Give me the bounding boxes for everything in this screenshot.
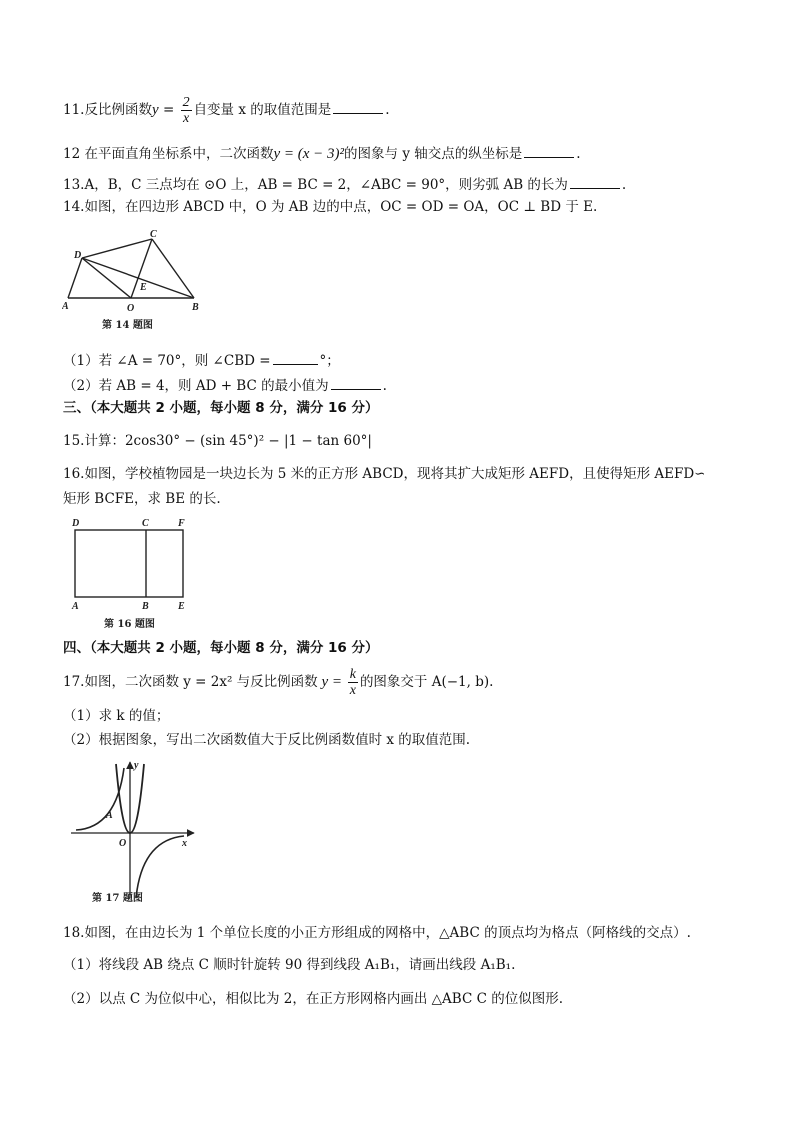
figure-17 — [66, 758, 206, 908]
label-o: O — [119, 838, 127, 849]
question-11 — [63, 95, 390, 126]
q11-eq: = — [158, 102, 179, 118]
label-o: O — [127, 303, 135, 314]
label-a: A — [72, 601, 79, 612]
question-16-line2: 矩形 BCFE，求 BE 的长. — [63, 491, 221, 507]
segment-ad — [68, 258, 82, 298]
q17-fraction — [348, 667, 358, 698]
segment-cb — [152, 239, 194, 298]
q12-prefix: 12 在平面直角坐标系中，二次函数 — [63, 146, 274, 162]
question-16-line1: 16.如图，学校植物园是一块边长为 5 米的正方形 ABCD，现将其扩大成矩形 AEFD，且使得矩形 AEFD∽ — [63, 466, 706, 482]
q17-prefix: 17.如图，二次函数 y = 2x² 与反比例函数 — [63, 674, 318, 690]
q17-den: x — [349, 683, 356, 698]
q17-sub2: （2）根据图象，写出二次函数值大于反比例函数值时 x 的取值范围. — [63, 732, 471, 748]
question-17: 17.如图，二次函数 y = 2x² 与反比例函数 y = $\frac{k}{x}$ 的图象交于 A(−1, b). — [63, 667, 494, 698]
q11-prefix: 11.反比例函数 — [63, 102, 152, 118]
q13-end: . — [621, 177, 627, 193]
figure-14-caption: 第 14 题图 — [102, 320, 153, 331]
label-d: D — [72, 518, 80, 529]
q17-num: k — [349, 667, 356, 682]
label-f: F — [178, 518, 185, 529]
answer-blank[interactable] — [273, 350, 318, 365]
answer-blank[interactable] — [524, 143, 574, 158]
q12-formula: y = (x − 3)² — [273, 146, 345, 162]
question-14 — [63, 198, 597, 216]
answer-blank[interactable] — [331, 375, 381, 390]
q14-text: 14.如图，在四边形 ABCD 中，O 为 AB 边的中点，OC = OD = OA，OC ⊥ BD 于 E. — [63, 199, 598, 215]
label-a: A — [106, 810, 113, 821]
q11-num: 2 — [182, 95, 190, 110]
figure-16 — [66, 514, 196, 636]
q18-sub1: （1）将线段 AB 绕点 C 顺时针旋转 90 得到线段 A₁B₁，请画出线段 A₁B₁. — [63, 957, 516, 973]
label-a: A — [62, 301, 69, 312]
label-b: B — [142, 601, 149, 612]
label-e: E — [178, 601, 185, 612]
label-y: y — [134, 760, 139, 771]
label-e: E — [140, 282, 147, 293]
segment-od — [82, 258, 131, 298]
q14-sub1-pre: （1）若 ∠A = 70°，则 ∠CBD = — [63, 353, 271, 369]
q17-suffix: 的图象交于 A(−1, b). — [359, 674, 494, 690]
figure-17-caption: 第 17 题图 — [92, 893, 143, 904]
q13-text: 13.A，B，C 三点均在 ⊙O 上，AB = BC = 2，∠ABC = 90°，则劣弧 AB 的长为 — [63, 177, 568, 193]
section-3-title: 三、（本大题共 2 小题，每小题 8 分，满分 16 分） — [63, 400, 379, 416]
segment-dc — [82, 239, 152, 258]
label-b: B — [192, 302, 199, 313]
q14-sub2-post: . — [382, 378, 387, 394]
q11-end: . — [385, 102, 390, 118]
q11-y: y — [151, 102, 159, 118]
question-13 — [63, 174, 626, 194]
question-18: 18.如图，在由边长为 1 个单位长度的小正方形组成的网格中，△ABC 的顶点均为格点（阿格线的交点）. — [63, 925, 691, 941]
rectangle-aefd — [75, 530, 183, 597]
question-12 — [63, 143, 581, 163]
label-c: C — [142, 518, 149, 529]
label-c: C — [150, 229, 157, 240]
q18-sub2: （2）以点 C 为位似中心，相似比为 2，在正方形网格内画出 △ABC C 的位似图形. — [63, 991, 564, 1007]
q11-den: x — [182, 111, 190, 126]
section-4-title: 四、（本大题共 2 小题，每小题 8 分，满分 16 分） — [63, 640, 379, 656]
q12-suffix: 的图象与 y 轴交点的纵坐标是 — [344, 146, 523, 162]
label-d: D — [74, 250, 82, 261]
answer-blank[interactable] — [333, 99, 383, 114]
figure-14 — [62, 228, 212, 338]
q11-fraction — [181, 95, 192, 126]
q14-sub1 — [63, 350, 340, 370]
hyperbola-lower-branch — [136, 836, 184, 898]
q12-end: . — [576, 146, 581, 162]
q17-sub1: （1）求 k 的值； — [63, 708, 170, 724]
q11-suffix: 自变量 x 的取值范围是 — [193, 102, 332, 118]
question-15: 15.计算：2cos30° − (sin 45°)² − |1 − tan 60°| — [63, 433, 372, 449]
answer-blank[interactable] — [570, 174, 620, 189]
q14-sub2-pre: （2）若 AB = 4，则 AD + BC 的最小值为 — [63, 378, 329, 394]
figure-16-caption: 第 16 题图 — [104, 619, 155, 630]
q14-sub2 — [63, 375, 387, 395]
label-x: x — [182, 838, 187, 849]
q14-sub1-post: °； — [319, 353, 340, 369]
